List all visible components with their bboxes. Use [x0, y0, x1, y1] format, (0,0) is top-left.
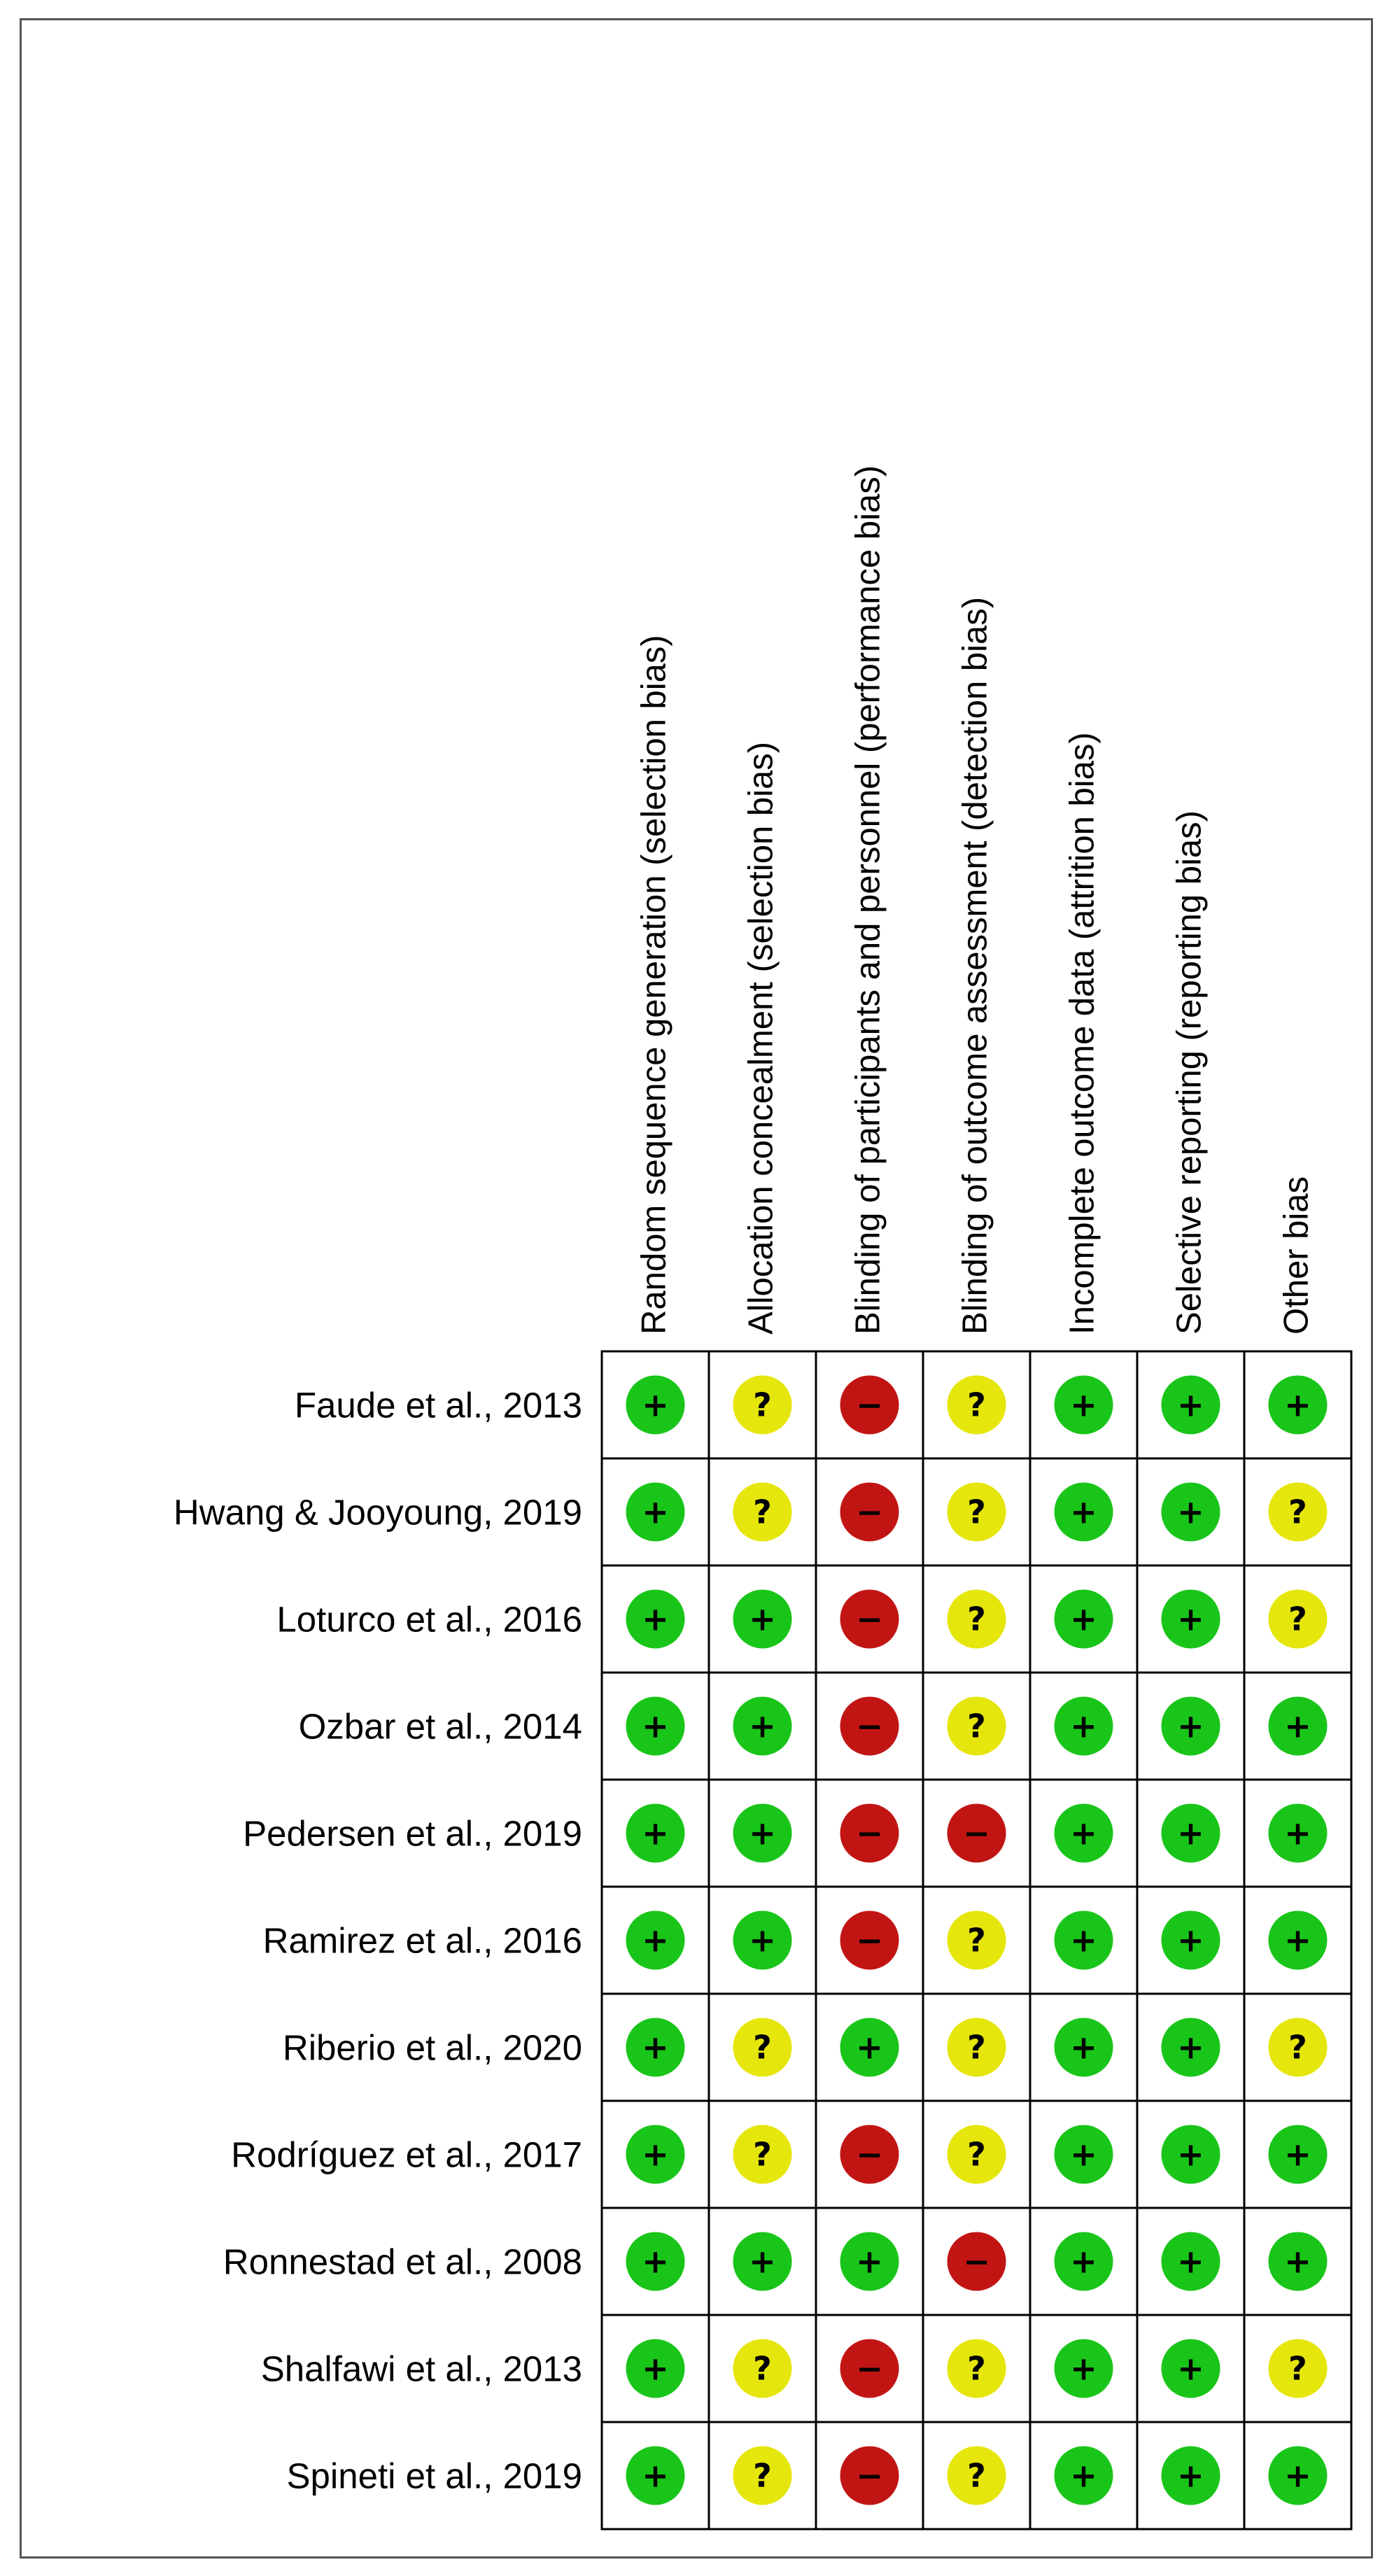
low-risk-symbol: +: [642, 2135, 669, 2174]
low-risk-symbol: +: [749, 2242, 776, 2281]
low-risk-symbol: +: [1284, 1386, 1311, 1424]
high-risk-symbol: −: [856, 1814, 883, 1852]
judgement-low-r1-c5: [1055, 1376, 1113, 1435]
judgement-low-r11-c7: [1269, 2447, 1328, 2505]
judgement-high-r8-c3: [840, 2125, 899, 2184]
judgement-low-r8-c1: [626, 2125, 685, 2184]
low-risk-symbol: +: [1070, 1921, 1097, 1959]
column-labels: [635, 465, 1316, 1335]
row-label-shalfawi-et-al-2013: Shalfawi et al., 2013: [260, 2349, 582, 2389]
high-risk-symbol: −: [856, 1386, 883, 1424]
judgement-low-r5-c5: [1055, 1804, 1113, 1863]
judgement-low-r10-c5: [1055, 2339, 1113, 2398]
unclear-risk-symbol: ?: [753, 1493, 772, 1531]
low-risk-symbol: +: [1284, 1707, 1311, 1745]
judgement-low-r4-c6: [1162, 1697, 1220, 1756]
low-risk-symbol: +: [749, 1814, 776, 1852]
low-risk-symbol: +: [1070, 1600, 1097, 1638]
unclear-risk-symbol: ?: [753, 2135, 772, 2174]
judgement-low-r4-c1: [626, 1697, 685, 1756]
judgement-low-r8-c7: [1269, 2125, 1328, 2184]
judgement-low-r6-c6: [1162, 1911, 1220, 1970]
judgement-unclear-r1-c4: [948, 1376, 1006, 1435]
judgement-low-r7-c1: [626, 2018, 685, 2077]
low-risk-symbol: +: [642, 1921, 669, 1959]
unclear-risk-symbol: ?: [753, 2028, 772, 2067]
row-label-ramirez-et-al-2016: Ramirez et al., 2016: [262, 1920, 582, 1961]
judgement-unclear-r2-c2: [733, 1483, 792, 1542]
judgement-low-r9-c2: [733, 2232, 792, 2291]
judgement-unclear-r8-c4: [948, 2125, 1006, 2184]
judgement-high-r2-c3: [840, 1483, 899, 1542]
judgement-unclear-r3-c7: [1269, 1590, 1328, 1649]
judgement-high-r5-c3: [840, 1804, 899, 1863]
high-risk-symbol: −: [856, 2456, 883, 2495]
judgement-low-r9-c3: [840, 2232, 899, 2291]
judgement-low-r5-c2: [733, 1804, 792, 1863]
row-label-riberio-et-al-2020: Riberio et al., 2020: [282, 2027, 582, 2068]
low-risk-symbol: +: [642, 1707, 669, 1745]
judgement-low-r9-c1: [626, 2232, 685, 2291]
judgement-low-r11-c1: [626, 2447, 685, 2505]
judgement-unclear-r7-c4: [948, 2018, 1006, 2077]
unclear-risk-symbol: ?: [967, 1600, 986, 1638]
low-risk-symbol: +: [1070, 2028, 1097, 2067]
unclear-risk-symbol: ?: [967, 1493, 986, 1531]
low-risk-symbol: +: [1177, 1707, 1204, 1745]
low-risk-symbol: +: [1070, 1814, 1097, 1852]
row-label-faude-et-al-2013: Faude et al., 2013: [294, 1385, 582, 1426]
row-label-hwang-jooyoung-2019: Hwang & Jooyoung, 2019: [173, 1492, 582, 1533]
low-risk-symbol: +: [1177, 1814, 1204, 1852]
judgement-low-r6-c5: [1055, 1911, 1113, 1970]
judgement-unclear-r6-c4: [948, 1911, 1006, 1970]
judgement-low-r9-c6: [1162, 2232, 1220, 2291]
low-risk-symbol: +: [1177, 2456, 1204, 2495]
low-risk-symbol: +: [642, 1386, 669, 1424]
unclear-risk-symbol: ?: [967, 2349, 986, 2388]
judgement-low-r10-c1: [626, 2339, 685, 2398]
row-label-ozbar-et-al-2014: Ozbar et al., 2014: [298, 1706, 582, 1747]
low-risk-symbol: +: [1284, 2242, 1311, 2281]
judgement-high-r11-c3: [840, 2447, 899, 2505]
judgement-low-r9-c5: [1055, 2232, 1113, 2291]
high-risk-symbol: −: [856, 1493, 883, 1531]
judgement-low-r7-c6: [1162, 2018, 1220, 2077]
low-risk-symbol: +: [749, 1600, 776, 1638]
judgement-low-r2-c5: [1055, 1483, 1113, 1542]
low-risk-symbol: +: [1177, 1921, 1204, 1959]
judgement-low-r4-c2: [733, 1697, 792, 1756]
unclear-risk-symbol: ?: [1288, 2349, 1307, 2388]
judgement-unclear-r8-c2: [733, 2125, 792, 2184]
high-risk-symbol: −: [963, 1814, 990, 1852]
high-risk-symbol: −: [963, 2242, 990, 2281]
unclear-risk-symbol: ?: [967, 1921, 986, 1959]
row-label-pedersen-et-al-2019: Pedersen et al., 2019: [243, 1813, 582, 1854]
low-risk-symbol: +: [1070, 2135, 1097, 2174]
judgement-unclear-r10-c4: [948, 2339, 1006, 2398]
unclear-risk-symbol: ?: [967, 1386, 986, 1424]
low-risk-symbol: +: [1177, 1386, 1204, 1424]
high-risk-symbol: −: [856, 2135, 883, 2174]
low-risk-symbol: +: [1284, 1921, 1311, 1959]
judgement-low-r9-c7: [1269, 2232, 1328, 2291]
judgement-high-r10-c3: [840, 2339, 899, 2398]
low-risk-symbol: +: [1177, 1493, 1204, 1531]
low-risk-symbol: +: [1177, 2028, 1204, 2067]
judgement-unclear-r2-c4: [948, 1483, 1006, 1542]
judgement-low-r8-c6: [1162, 2125, 1220, 2184]
judgement-high-r9-c4: [948, 2232, 1006, 2291]
judgement-low-r3-c1: [626, 1590, 685, 1649]
judgement-low-r6-c7: [1269, 1911, 1328, 1970]
column-header-5: Incomplete outcome data (attrition bias): [1063, 732, 1101, 1335]
judgement-low-r11-c5: [1055, 2447, 1113, 2505]
low-risk-symbol: +: [1070, 2242, 1097, 2281]
judgement-low-r4-c5: [1055, 1697, 1113, 1756]
low-risk-symbol: +: [642, 1493, 669, 1531]
unclear-risk-symbol: ?: [753, 1386, 772, 1424]
row-label-spineti-et-al-2019: Spineti et al., 2019: [286, 2456, 582, 2496]
unclear-risk-symbol: ?: [967, 2028, 986, 2067]
unclear-risk-symbol: ?: [967, 2135, 986, 2174]
judgement-high-r3-c3: [840, 1590, 899, 1649]
row-label-rodr-guez-et-al-2017: Rodríguez et al., 2017: [231, 2134, 582, 2175]
unclear-risk-symbol: ?: [753, 2349, 772, 2388]
unclear-risk-symbol: ?: [1288, 2028, 1307, 2067]
judgement-low-r7-c3: [840, 2018, 899, 2077]
low-risk-symbol: +: [749, 1707, 776, 1745]
high-risk-symbol: −: [856, 1707, 883, 1745]
column-header-2: Allocation concealment (selection bias): [742, 741, 780, 1335]
low-risk-symbol: +: [1177, 1600, 1204, 1638]
low-risk-symbol: +: [856, 2028, 883, 2067]
judgement-low-r6-c2: [733, 1911, 792, 1970]
column-header-1: Random sequence generation (selection bias): [635, 635, 673, 1335]
judgement-low-r2-c1: [626, 1483, 685, 1542]
low-risk-symbol: +: [1070, 2456, 1097, 2495]
unclear-risk-symbol: ?: [1288, 1493, 1307, 1531]
judgement-low-r3-c6: [1162, 1590, 1220, 1649]
judgement-low-r8-c5: [1055, 2125, 1113, 2184]
low-risk-symbol: +: [1177, 2135, 1204, 2174]
judgement-unclear-r10-c2: [733, 2339, 792, 2398]
column-header-4: Blinding of outcome assessment (detection bias): [956, 596, 994, 1335]
judgement-unclear-r3-c4: [948, 1590, 1006, 1649]
judgement-low-r10-c6: [1162, 2339, 1220, 2398]
column-header-6: Selective reporting (reporting bias): [1170, 810, 1209, 1335]
judgement-low-r1-c6: [1162, 1376, 1220, 1435]
low-risk-symbol: +: [1177, 2349, 1204, 2388]
judgement-low-r7-c5: [1055, 2018, 1113, 2077]
low-risk-symbol: +: [749, 1921, 776, 1959]
judgement-high-r1-c3: [840, 1376, 899, 1435]
high-risk-symbol: −: [856, 1600, 883, 1638]
judgement-low-r1-c7: [1269, 1376, 1328, 1435]
judgement-unclear-r10-c7: [1269, 2339, 1328, 2398]
judgement-low-r4-c7: [1269, 1697, 1328, 1756]
row-label-loturco-et-al-2016: Loturco et al., 2016: [276, 1599, 582, 1640]
judgement-low-r1-c1: [626, 1376, 685, 1435]
low-risk-symbol: +: [642, 1600, 669, 1638]
low-risk-symbol: +: [642, 2028, 669, 2067]
low-risk-symbol: +: [1070, 1386, 1097, 1424]
judgement-low-r11-c6: [1162, 2447, 1220, 2505]
unclear-risk-symbol: ?: [967, 1707, 986, 1745]
judgement-unclear-r1-c2: [733, 1376, 792, 1435]
column-header-7: Other bias: [1277, 1176, 1316, 1335]
judgement-low-r6-c1: [626, 1911, 685, 1970]
low-risk-symbol: +: [1070, 2349, 1097, 2388]
high-risk-symbol: −: [856, 1921, 883, 1959]
column-header-3: Blinding of participants and personnel (performance bias): [849, 465, 887, 1335]
low-risk-symbol: +: [1070, 1707, 1097, 1745]
judgement-low-r5-c7: [1269, 1804, 1328, 1863]
judgement-low-r2-c6: [1162, 1483, 1220, 1542]
unclear-risk-symbol: ?: [753, 2456, 772, 2495]
judgement-low-r5-c6: [1162, 1804, 1220, 1863]
judgement-unclear-r2-c7: [1269, 1483, 1328, 1542]
low-risk-symbol: +: [1070, 1493, 1097, 1531]
judgement-low-r5-c1: [626, 1804, 685, 1863]
low-risk-symbol: +: [1284, 2456, 1311, 2495]
judgement-unclear-r11-c2: [733, 2447, 792, 2505]
high-risk-symbol: −: [856, 2349, 883, 2388]
judgement-high-r4-c3: [840, 1697, 899, 1756]
judgement-low-r3-c5: [1055, 1590, 1113, 1649]
judgement-unclear-r11-c4: [948, 2447, 1006, 2505]
judgement-unclear-r4-c4: [948, 1697, 1006, 1756]
judgement-high-r5-c4: [948, 1804, 1006, 1863]
judgement-unclear-r7-c2: [733, 2018, 792, 2077]
low-risk-symbol: +: [856, 2242, 883, 2281]
low-risk-symbol: +: [642, 1814, 669, 1852]
low-risk-symbol: +: [1284, 1814, 1311, 1852]
judgement-unclear-r7-c7: [1269, 2018, 1328, 2077]
row-labels: [174, 1386, 582, 2496]
judgement-low-r3-c2: [733, 1590, 792, 1649]
low-risk-symbol: +: [642, 2242, 669, 2281]
low-risk-symbol: +: [1284, 2135, 1311, 2174]
low-risk-symbol: +: [1177, 2242, 1204, 2281]
unclear-risk-symbol: ?: [1288, 1600, 1307, 1638]
unclear-risk-symbol: ?: [967, 2456, 986, 2495]
judgement-high-r6-c3: [840, 1911, 899, 1970]
low-risk-symbol: +: [642, 2349, 669, 2388]
low-risk-symbol: +: [642, 2456, 669, 2495]
row-label-ronnestad-et-al-2008: Ronnestad et al., 2008: [223, 2241, 582, 2282]
